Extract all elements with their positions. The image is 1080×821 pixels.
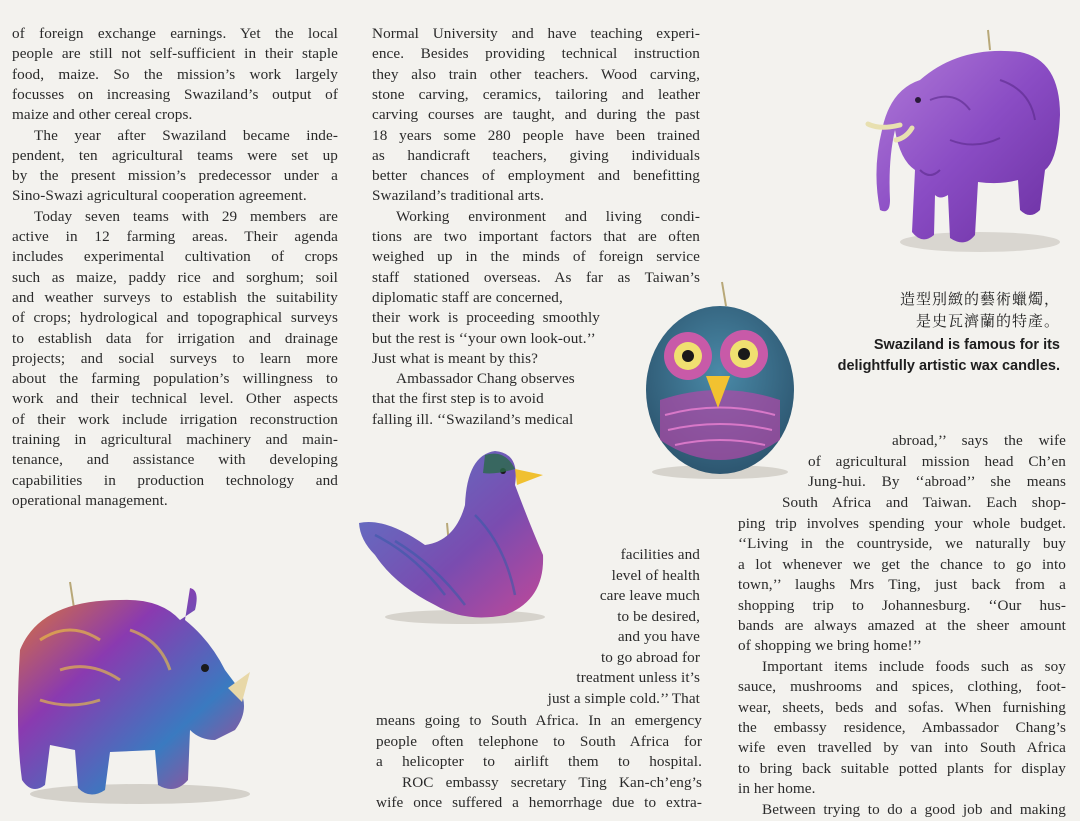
text-line: weighed up in the minds of foreign service: [372, 248, 700, 266]
text-line: staff stationed overseas. As far as Taiwan’s: [372, 268, 700, 286]
text-line: training in agricultural machinery and main-: [12, 431, 338, 448]
text-line: South Africa and Taiwan. Each shop-: [782, 493, 1066, 511]
caption-chinese-line-1: 造型別緻的藝術蠟燭，: [899, 291, 1060, 308]
text-line: wife even travelled by van into South Africa: [738, 739, 1066, 757]
text-line: such as maize, paddy rice and sorghum; soil: [12, 268, 338, 286]
text-line: in her home.: [738, 780, 816, 798]
caption-chinese-line-2: 是史瓦濟蘭的特產。: [915, 313, 1060, 330]
text-line: to establish data for irrigation and drainage: [12, 329, 338, 347]
text-line: tions are two important factors that are often: [372, 228, 700, 245]
text-line: they also train other teachers. Wood carving,: [372, 65, 700, 83]
text-line: by the present mission’s predecessor under a: [12, 167, 338, 185]
text-line: of foreign exchange earnings. Yet the local: [12, 25, 338, 42]
text-line: of their work include irrigation reconstruction: [12, 410, 338, 428]
text-line: about the farming population’s willingness to: [12, 370, 338, 388]
text-line: facilities and: [620, 546, 700, 563]
text-line: care leave much: [599, 587, 700, 604]
text-line: of agricultural mission head Ch’en: [808, 452, 1066, 470]
text-line: that the first step is to avoid: [372, 390, 544, 408]
text-line: Important items include foods such as soy: [762, 657, 1066, 675]
text-line: people often telephone to South Africa for: [376, 732, 702, 750]
text-line: their work is proceeding smoothly: [372, 309, 600, 327]
text-line: of shopping we bring home!’’: [738, 637, 922, 655]
text-line: treatment unless it’s: [576, 669, 700, 686]
caption-english-line-2: delightfully artistic wax candles.: [837, 358, 1060, 374]
text-line: a lot whenever we get the chance to go into: [738, 555, 1066, 573]
caption-english-line-1: Swaziland is famous for its: [873, 337, 1060, 353]
text-line: town,’’ laughs Mrs Ting, just back from a: [738, 576, 1066, 594]
text-line: carving courses are taught, and during the past: [372, 106, 700, 124]
text-line: diplomatic staff are concerned,: [372, 288, 563, 306]
text-line: people are still not self-sufficient in their staple: [12, 45, 338, 63]
text-line: sauce, mushrooms and spices, clothing, foot-: [738, 678, 1066, 696]
text-line: a helicopter to airlift them to hospital.: [376, 753, 702, 770]
text-line: Between trying to do a good job and making: [762, 800, 1066, 818]
text-line: operational management.: [12, 491, 168, 509]
text-line: just a simple cold.’’ That: [547, 689, 700, 707]
text-line: tenance, and assistance with developing: [12, 451, 338, 469]
text-line: means going to South Africa. In an emergency: [376, 712, 702, 729]
text-line: of crops; hydrological and topographical surveys: [12, 309, 338, 327]
text-line: level of health: [611, 566, 700, 584]
text-line: bands are always amazed at the sheer amount: [738, 617, 1066, 634]
text-line: The year after Swaziland became inde-: [34, 126, 338, 144]
text-line: ence. Besides providing technical instruction: [372, 45, 700, 63]
text-line: ‘‘Living in the countryside, we naturally buy: [738, 535, 1066, 553]
text-line: wear, sheets, beds and sofas. When furnishing: [738, 698, 1066, 716]
text-line: shopping trip to Johannesburg. ‘‘Our hus-: [738, 596, 1066, 614]
text-line: Swaziland’s traditional arts.: [372, 187, 545, 205]
text-line: ping trip involves spending your whole budget.: [738, 515, 1066, 532]
owl-candle-image: [640, 280, 800, 480]
text-line: to go abroad for: [600, 648, 700, 666]
text-line: focusses on increasing Swaziland’s output of: [12, 85, 338, 103]
text-line: wife once suffered a hemorrhage due to extra-: [376, 794, 702, 811]
text-line: pendent, ten agricultural teams were set up: [12, 146, 338, 164]
text-line: maize and other cereal crops.: [12, 106, 193, 124]
text-line: Jung-hui. By ‘‘abroad’’ she means: [808, 473, 1066, 490]
text-line: to bring back suitable potted plants for display: [738, 759, 1066, 777]
text-line: includes experimental cultivation of crops: [12, 248, 338, 266]
text-line: 18 years some 280 people have been trained: [372, 126, 700, 144]
text-line: but the rest is ‘‘your own look-out.’’: [372, 329, 596, 347]
text-line: Just what is meant by this?: [372, 349, 538, 367]
text-line: Sino-Swazi agricultural cooperation agreement.: [12, 187, 307, 205]
text-line: and you have: [617, 628, 700, 645]
text-line: stone carving, ceramics, tailoring and leather: [372, 85, 700, 103]
text-line: projects; and social surveys to learn more: [12, 349, 338, 367]
text-line: to be desired,: [617, 607, 700, 625]
text-line: abroad,’’ says the wife: [892, 432, 1066, 449]
text-line: Working environment and living condi-: [396, 207, 700, 225]
text-line: Today seven teams with 29 members are: [34, 207, 338, 225]
text-line: Normal University and have teaching experi-: [372, 25, 700, 42]
text-line: capabilities in production technology and: [12, 471, 338, 489]
text-line: ROC embassy secretary Ting Kan-ch’eng’s: [402, 773, 702, 791]
text-line: active in 12 farming areas. Their agenda: [12, 228, 338, 245]
bird-candle-image: [355, 445, 555, 625]
text-line: Ambassador Chang observes: [396, 370, 575, 388]
text-line: better chances of employment and benefitting: [372, 167, 700, 185]
photo-caption: [838, 289, 1060, 377]
text-line: the embassy residence, Ambassador Chang’s: [738, 719, 1066, 736]
text-line: and weather surveys to establish the suitability: [12, 288, 338, 306]
rhino-candle-image: [10, 580, 260, 810]
text-line: falling ill. ‘‘Swaziland’s medical: [372, 410, 574, 428]
text-line: food, maize. So the mission’s work largely: [12, 65, 338, 83]
text-line: work and their technical level. Other aspects: [12, 390, 338, 408]
elephant-candle-image: [860, 20, 1070, 260]
text-line: as handicraft teachers, giving individuals: [372, 146, 700, 164]
